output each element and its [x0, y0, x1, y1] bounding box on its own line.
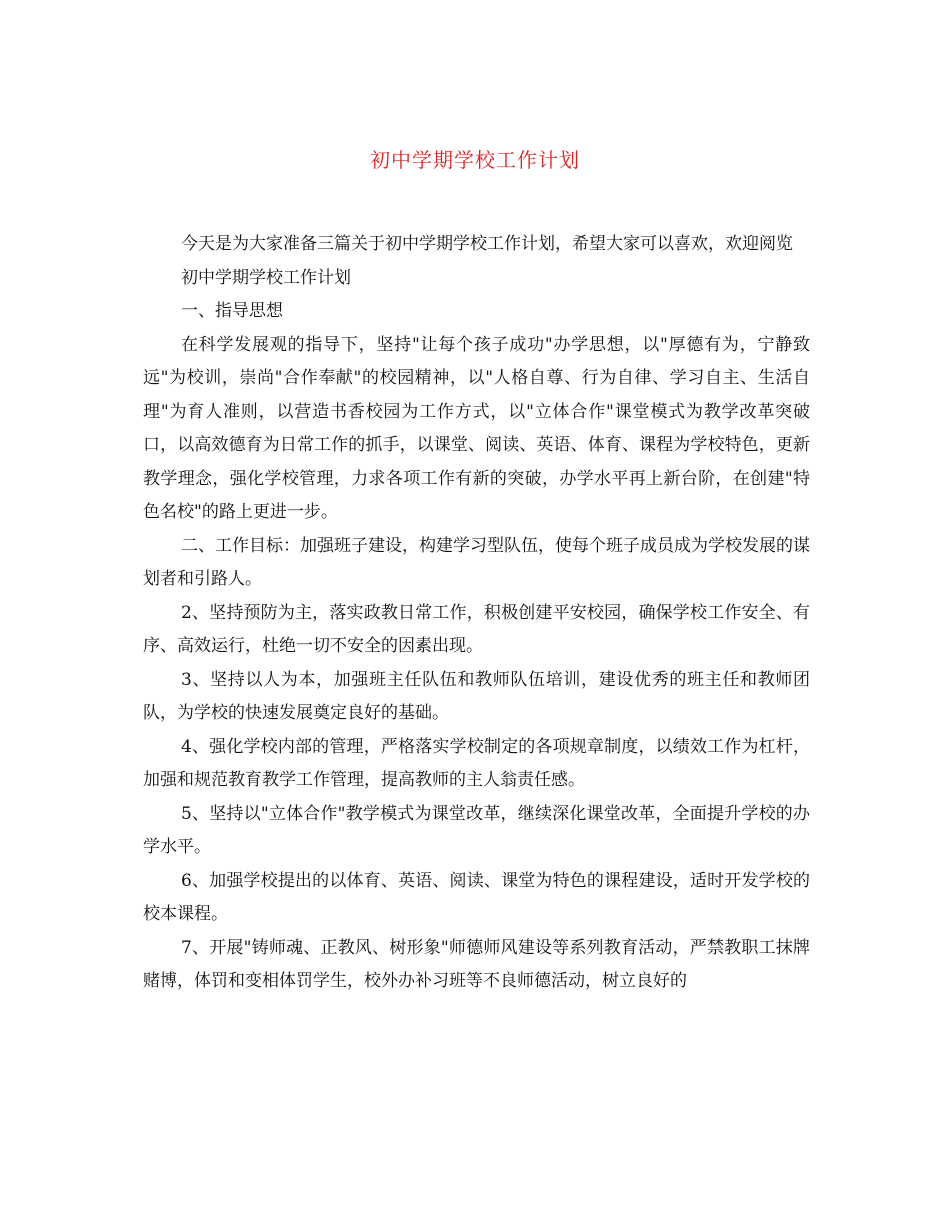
paragraph-guiding-ideology: 在科学发展观的指导下，坚持"让每个孩子成功"办学思想，以"厚德有为，宁静致远"为校训，崇尚"合作奉献"的校园精神，以"人格自尊、行为自律、学习自主、生活自理"为育人准则，以营造书香校园为工作方式，以"立体合作"课堂模式为教学改革突破口，以高效德育为日常工作的抓手，以课堂、阅读、英语、体育、课程为学校特色，更新教学理念，强化学校管理，力求各项工作有新的突破，办学水平再上新台阶，在创建"特色名校"的路上更进一步。 — [143, 334, 810, 522]
paragraph-heading-guiding-ideology: 一、指导思想 — [181, 301, 283, 321]
paragraph-subtitle: 初中学期学校工作计划 — [181, 267, 351, 288]
paragraph-item-5: 5、坚持以"立体合作"教学模式为课堂改革，继续深化课堂改革，全面提升学校的办学水平。 — [143, 803, 810, 857]
paragraph-work-goals: 二、工作目标：加强班子建设，构建学习型队伍，使每个班子成员成为学校发展的谋划者和引路人。 — [143, 535, 810, 589]
paragraph-item-2: 2、坚持预防为主，落实政教日常工作，积极创建平安校园，确保学校工作安全、有序、高效运行，杜绝一切不安全的因素出现。 — [143, 602, 810, 656]
paragraph-intro: 今天是为大家准备三篇关于初中学期学校工作计划，希望大家可以喜欢，欢迎阅览 — [181, 234, 793, 254]
paragraph-item-4: 4、强化学校内部的管理，严格落实学校制定的各项规章制度，以绩效工作为杠杆，加强和规范教育教学工作管理，提高教师的主人翁责任感。 — [143, 736, 810, 790]
paragraph-item-3: 3、坚持以人为本，加强班主任队伍和教师队伍培训，建设优秀的班主任和教师团队，为学校的快速发展奠定良好的基础。 — [143, 669, 810, 723]
paragraph-item-6: 6、加强学校提出的以体育、英语、阅读、课堂为特色的课程建设，适时开发学校的校本课程。 — [143, 870, 810, 924]
document-title: 初中学期学校工作计划 — [370, 148, 580, 172]
document-body — [143, 228, 810, 999]
paragraph-item-7: 7、开展"铸师魂、正教风、树形象"师德师风建设等系列教育活动，严禁教职工抹牌赌博，体罚和变相体罚学生，校外办补习班等不良师德活动，树立良好的 — [143, 937, 810, 991]
